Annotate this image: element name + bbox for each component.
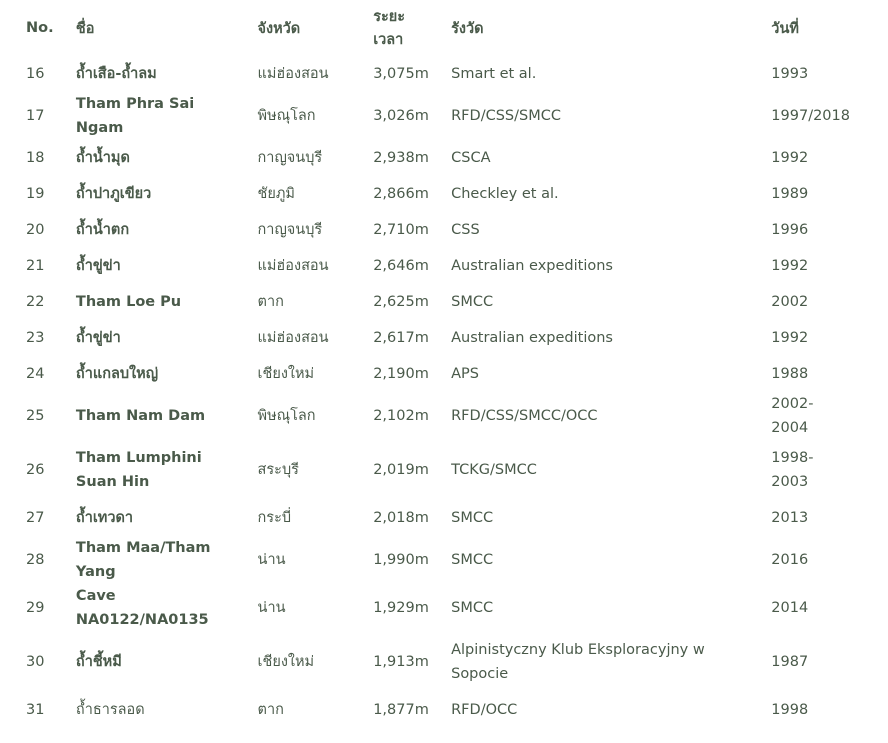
cell-province: ชัยภูมิ	[257, 186, 295, 202]
table-row	[18, 140, 858, 176]
cell-length: 2,018m	[373, 510, 429, 526]
cell-province: น่าน	[257, 552, 286, 568]
cell-province: ตาก	[257, 294, 284, 310]
cell-no: 21	[26, 258, 45, 274]
cell-name: Cave NA0122/NA0135	[75, 588, 209, 628]
cell-name: Tham Nam Dam	[75, 408, 206, 424]
header-province: จังหวัด	[257, 20, 301, 37]
cell-no: 29	[26, 600, 45, 616]
cell-team: RFD/OCC	[451, 702, 518, 718]
cell-length: 2,646m	[373, 258, 429, 274]
table-row	[18, 692, 858, 728]
header-row	[18, 0, 858, 56]
cell-name: ถ้ำขู่ข่า	[75, 330, 121, 346]
cell-date: 1992	[771, 150, 809, 166]
cell-date: 1996	[771, 222, 809, 238]
cell-date: 1993	[771, 66, 809, 82]
cell-no: 25	[26, 408, 45, 424]
cell-no: 28	[26, 552, 45, 568]
cell-province: กาญจนบุรี	[257, 222, 323, 238]
table-row	[18, 320, 858, 356]
header-length: ระยะเวลา	[373, 9, 406, 48]
table-row	[18, 500, 858, 536]
cell-date: 1992	[771, 330, 809, 346]
cell-date: 2016	[771, 552, 809, 568]
cell-name: ถ้ำแกลบใหญ่	[75, 366, 159, 382]
table-row	[18, 632, 858, 692]
table-row	[18, 212, 858, 248]
cell-team: Australian expeditions	[451, 258, 613, 274]
cell-date: 2013	[771, 510, 809, 526]
table-row	[18, 356, 858, 392]
cell-length: 2,617m	[373, 330, 429, 346]
cell-length: 2,102m	[373, 408, 429, 424]
cell-province: แม่ฮ่องสอน	[257, 258, 329, 274]
cell-date: 1998	[771, 702, 809, 718]
cell-length: 2,625m	[373, 294, 429, 310]
cell-date: 1988	[771, 366, 809, 382]
cell-team: SMCC	[451, 600, 494, 616]
cell-team: CSCA	[451, 150, 491, 166]
cell-no: 23	[26, 330, 45, 346]
cell-name: ถ้ำธารลอด	[75, 702, 145, 718]
header-surveyed-by: รังวัด	[451, 20, 484, 37]
cell-team: APS	[451, 366, 479, 382]
cell-province: แม่ฮ่องสอน	[257, 66, 329, 82]
cell-name: ถ้ำขู่ข่า	[75, 258, 121, 274]
cell-name: Tham Maa/Tham Yang	[75, 540, 211, 580]
cell-date: 1998-2003	[771, 450, 814, 490]
cell-date: 2002	[771, 294, 809, 310]
cell-no: 22	[26, 294, 45, 310]
cell-team: SMCC	[451, 552, 494, 568]
cell-no: 18	[26, 150, 45, 166]
cell-name: ถ้ำชี้หมี	[75, 654, 122, 670]
cell-date: 2014	[771, 600, 809, 616]
cell-province: แม่ฮ่องสอน	[257, 330, 329, 346]
cell-province: สระบุรี	[257, 462, 299, 478]
cell-length: 2,938m	[373, 150, 429, 166]
cell-team: RFD/CSS/SMCC/OCC	[451, 408, 598, 424]
cell-length: 1,877m	[373, 702, 429, 718]
table-row	[18, 284, 858, 320]
cell-no: 27	[26, 510, 45, 526]
table-row	[18, 248, 858, 284]
cell-name: Tham Phra Sai Ngam	[75, 96, 195, 136]
cell-name: ถ้ำน้ำมุด	[75, 150, 130, 166]
cell-date: 1989	[771, 186, 809, 202]
cell-no: 31	[26, 702, 45, 718]
cell-length: 2,190m	[373, 366, 429, 382]
cell-province: กระบี่	[257, 510, 292, 526]
cell-length: 2,710m	[373, 222, 429, 238]
cell-name: ถ้ำปาภูเขียว	[75, 186, 152, 202]
cell-province: น่าน	[257, 600, 286, 616]
cell-name: Tham Loe Pu	[75, 294, 182, 310]
cell-province: พิษณุโลก	[257, 408, 316, 424]
caves-table	[18, 0, 858, 728]
cell-name: ถ้ำเสือ-ถ้ำลม	[75, 66, 157, 82]
cell-province: ตาก	[257, 702, 284, 718]
cell-province: เชียงใหม่	[257, 366, 315, 382]
cell-province: กาญจนบุรี	[257, 150, 323, 166]
cell-length: 3,026m	[373, 108, 429, 124]
cell-length: 2,019m	[373, 462, 429, 478]
cell-team: RFD/CSS/SMCC	[451, 108, 561, 124]
cell-no: 24	[26, 366, 45, 382]
cell-no: 20	[26, 222, 45, 238]
cell-team: TCKG/SMCC	[451, 462, 537, 478]
cell-no: 19	[26, 186, 45, 202]
cell-no: 17	[26, 108, 45, 124]
cell-no: 16	[26, 66, 45, 82]
table-row	[18, 584, 858, 632]
cell-no: 26	[26, 462, 45, 478]
cell-province: พิษณุโลก	[257, 108, 316, 124]
cell-length: 1,913m	[373, 654, 429, 670]
table-row	[18, 440, 858, 500]
cell-team: Checkley et al.	[451, 186, 559, 202]
cell-name: ถ้ำเทวดา	[75, 510, 134, 526]
table-row	[18, 536, 858, 584]
header-date: วันที่	[771, 20, 799, 37]
cell-length: 2,866m	[373, 186, 429, 202]
cell-team: Australian expeditions	[451, 330, 613, 346]
cell-no: 30	[26, 654, 45, 670]
cell-date: 2002-2004	[771, 396, 814, 436]
table-row	[18, 392, 858, 440]
cell-team: Smart et al.	[451, 66, 537, 82]
table-row	[18, 56, 858, 92]
cell-name: Tham Lumphini Suan Hin	[75, 450, 202, 490]
cell-team: SMCC	[451, 294, 494, 310]
cell-length: 1,929m	[373, 600, 429, 616]
header-no: No.	[26, 20, 54, 36]
table-row	[18, 92, 858, 140]
cell-date: 1987	[771, 654, 809, 670]
cell-date: 1992	[771, 258, 809, 274]
cell-date: 1997/2018	[771, 108, 850, 124]
cell-length: 1,990m	[373, 552, 429, 568]
cell-length: 3,075m	[373, 66, 429, 82]
cell-team: SMCC	[451, 510, 494, 526]
cell-province: เชียงใหม่	[257, 654, 315, 670]
table-row	[18, 176, 858, 212]
cell-name: ถ้ำน้ำตก	[75, 222, 130, 238]
cell-team: CSS	[451, 222, 480, 238]
header-name: ชื่อ	[75, 20, 95, 37]
cell-team: Alpinistyczny Klub Eksploracyjny w Sopocie	[451, 642, 705, 682]
